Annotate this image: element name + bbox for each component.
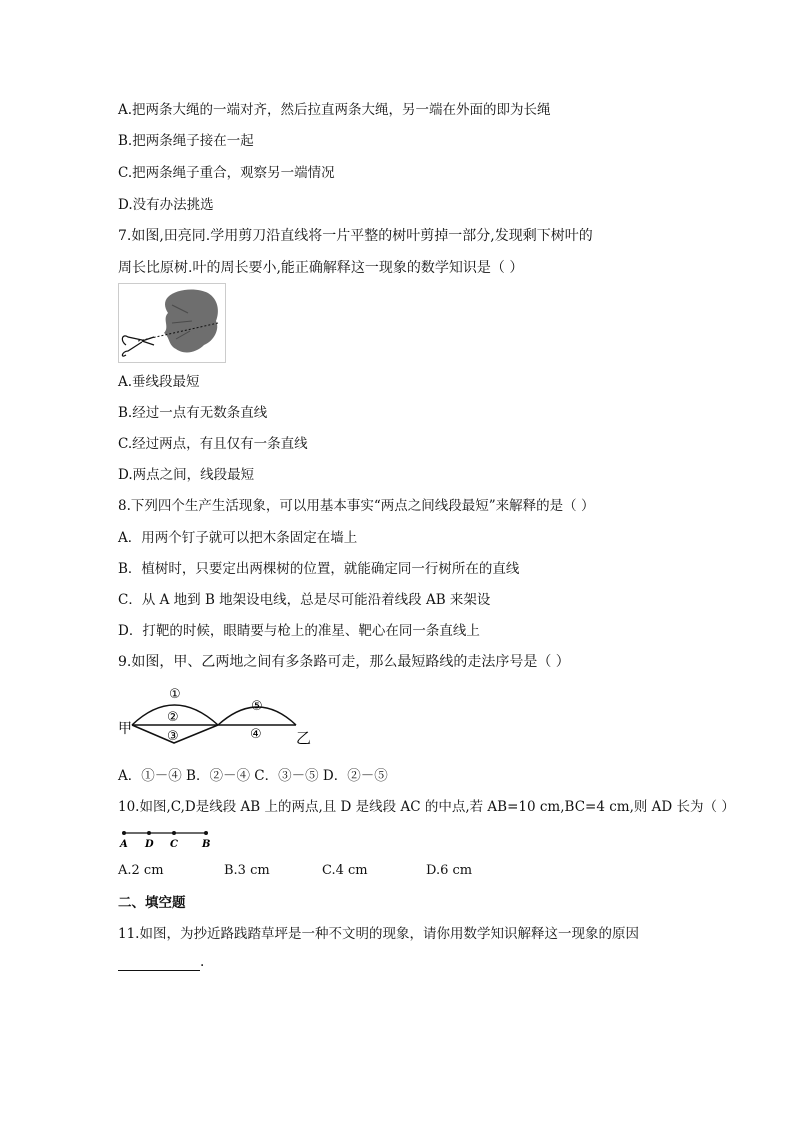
q10-option-a: A.2 cm xyxy=(118,863,164,878)
q6-option-b: B.把两条绳子接在一起 xyxy=(118,133,254,149)
routes-diagram xyxy=(118,683,318,749)
q7-option-d: D.两点之间，线段最短 xyxy=(118,467,255,483)
segment-diagram xyxy=(118,826,218,850)
q11-tail: . xyxy=(200,954,205,970)
q8-option-a: A．用两个钉子就可以把木条固定在墙上 xyxy=(118,530,358,546)
point-label-a: A xyxy=(120,839,128,850)
q11-answer-line xyxy=(118,953,204,971)
q9-stem: 9.如图，甲、乙两地之间有多条路可走，那么最短路线的走法序号是（ ） xyxy=(118,654,570,670)
q8-stem: 8.下列四个生产生活现象，可以用基本事实“两点之间线段最短”来解释的是（ ） xyxy=(118,498,595,514)
q6-option-d: D.没有办法挑选 xyxy=(118,197,214,213)
q10-option-d: D.6 cm xyxy=(426,863,473,878)
leaf-scissors-image xyxy=(118,283,226,363)
point-label-b: B xyxy=(202,839,211,850)
q7-stem-line1: 7.如图,田亮同.学用剪刀沿直线将一片平整的树叶剪掉一部分,发现剩下树叶的 xyxy=(118,228,593,244)
q7-option-c: C.经过两点，有且仅有一条直线 xyxy=(118,436,308,452)
q8-option-d: D．打靶的时候，眼睛要与枪上的准星、靶心在同一条直线上 xyxy=(118,623,480,639)
start-label: 甲 xyxy=(118,721,132,737)
q6-option-c: C.把两条绳子重合，观察另一端情况 xyxy=(118,165,335,181)
route-label-2: ② xyxy=(167,710,179,725)
point-label-d: D xyxy=(145,839,154,850)
q9-routes-figure xyxy=(118,683,318,749)
answer-blank[interactable] xyxy=(118,956,200,971)
q11-stem: 11.如图，为抄近路践踏草坪是一种不文明的现象，请你用数学知识解释这一现象的原因 xyxy=(118,926,639,942)
section-heading: 二、填空题 xyxy=(118,895,186,911)
q10-stem: 10.如图,C,D是线段 AB 上的两点,且 D 是线段 AC 的中点,若 AB=10 cm,BC=4 cm,则 AD 长为（ ） xyxy=(118,799,735,815)
q10-option-c: C.4 cm xyxy=(322,863,368,878)
end-label: 乙 xyxy=(296,729,312,747)
q7-option-a: A.垂线段最短 xyxy=(118,374,200,390)
q10-segment-figure xyxy=(118,826,218,850)
route-label-3: ③ xyxy=(167,729,179,744)
q7-option-b: B.经过一点有无数条直线 xyxy=(118,405,268,421)
q7-stem-line2: 周长比原树.叶的周长要小,能正确解释这一现象的数学知识是（ ） xyxy=(118,260,524,276)
point-label-c: C xyxy=(170,839,178,850)
q9-options: A．①－④ B．②－④ C．③－⑤ D．②－⑤ xyxy=(118,768,388,784)
q8-option-c: C．从 A 地到 B 地架设电线，总是尽可能沿着线段 AB 来架设 xyxy=(118,592,491,608)
q7-leaf-figure xyxy=(118,283,226,363)
q10-option-b: B.3 cm xyxy=(224,863,270,878)
q6-option-a: A.把两条大绳的一端对齐，然后拉直两条大绳，另一端在外面的即为长绳 xyxy=(118,102,551,118)
route-label-1: ① xyxy=(169,687,181,702)
route-label-4: ④ xyxy=(250,727,262,742)
route-label-5: ⑤ xyxy=(251,699,263,714)
q8-option-b: B．植树时，只要定出两棵树的位置，就能确定同一行树所在的直线 xyxy=(118,561,520,577)
